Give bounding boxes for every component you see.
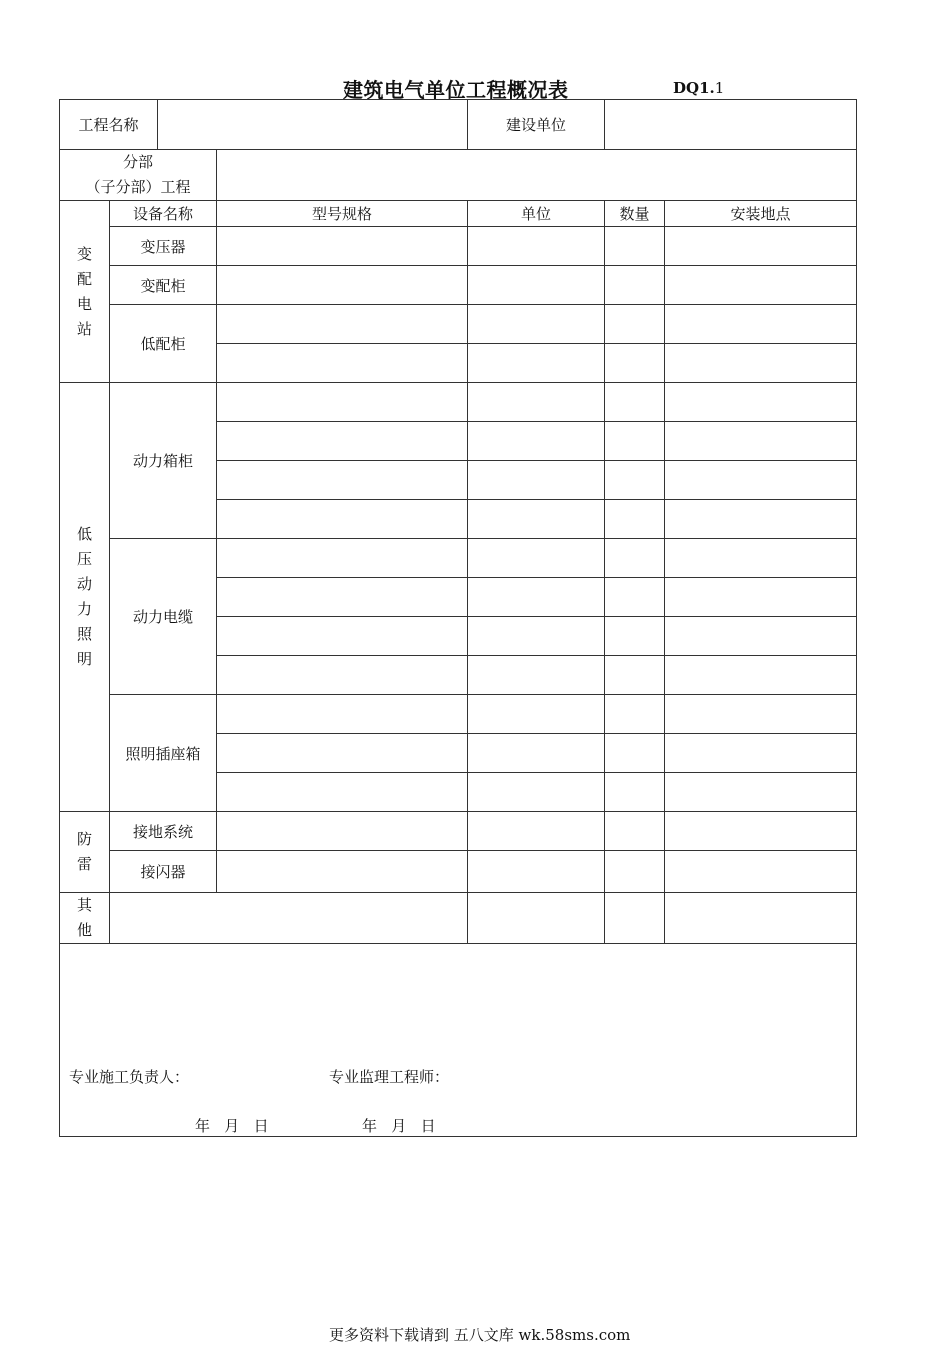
cell-model[interactable] (217, 383, 468, 422)
cell-quantity[interactable] (605, 305, 665, 344)
cell-model[interactable] (217, 812, 468, 851)
table-row (60, 695, 857, 734)
subdivision-label-line2: （子分部）工程 (85, 178, 191, 196)
other-unit[interactable] (468, 893, 605, 944)
table-row (60, 539, 857, 578)
document-title (0, 74, 950, 100)
low-voltage-label-char: 力 (76, 600, 92, 618)
form-code-rest: 1 (714, 79, 725, 97)
cell-location[interactable] (665, 539, 857, 578)
low-voltage-label-char: 照 (76, 625, 92, 643)
cell-quantity[interactable] (605, 266, 665, 305)
other-quantity[interactable] (605, 893, 665, 944)
cell-model[interactable] (217, 227, 468, 266)
cell-model[interactable] (217, 617, 468, 656)
builder-label: 建设单位 (468, 100, 605, 150)
cell-unit[interactable] (468, 305, 605, 344)
substation-label (60, 201, 110, 383)
other-label (60, 893, 110, 944)
cell-location[interactable] (665, 578, 857, 617)
substation-label-char: 电 (76, 294, 92, 313)
cell-unit[interactable] (468, 773, 605, 812)
subdivision-value[interactable] (217, 150, 857, 201)
cell-quantity[interactable] (605, 500, 665, 539)
cell-model[interactable] (217, 539, 468, 578)
col-device-name: 设备名称 (110, 201, 217, 227)
cell-location[interactable] (665, 812, 857, 851)
low-voltage-label-char: 明 (76, 650, 92, 668)
supervisor-date: 年 月 日 (362, 1117, 436, 1135)
low-voltage-label-char: 低 (76, 525, 92, 543)
cell-unit[interactable] (468, 461, 605, 500)
footer (0, 1324, 950, 1345)
signature-block (60, 944, 857, 1137)
cell-quantity[interactable] (605, 851, 665, 893)
cell-quantity[interactable] (605, 656, 665, 695)
cell-unit[interactable] (468, 812, 605, 851)
item-lighting-socket-box: 照明插座箱 (110, 695, 217, 812)
other-label-char: 他 (76, 921, 92, 939)
cell-location[interactable] (665, 227, 857, 266)
table-row (60, 383, 857, 422)
cell-model[interactable] (217, 344, 468, 383)
cell-location[interactable] (665, 344, 857, 383)
footer-text: 更多资料下载请到 五八文库 wk.58sms.com (329, 1326, 631, 1344)
cell-unit[interactable] (468, 851, 605, 893)
table-row (60, 227, 857, 266)
item-distribution-cabinet: 变配柜 (110, 266, 217, 305)
table-row (60, 851, 857, 893)
cell-quantity[interactable] (605, 383, 665, 422)
cell-location[interactable] (665, 461, 857, 500)
other-label-char: 其 (76, 896, 92, 914)
low-voltage-label-char: 压 (76, 550, 92, 568)
cell-model[interactable] (217, 305, 468, 344)
supervisor-signature-label: 专业监理工程师： (329, 1068, 450, 1086)
cell-unit[interactable] (468, 422, 605, 461)
item-power-cable: 动力电缆 (110, 539, 217, 695)
cell-location[interactable] (665, 773, 857, 812)
cell-model[interactable] (217, 461, 468, 500)
cell-model[interactable] (217, 851, 468, 893)
cell-unit[interactable] (468, 383, 605, 422)
overview-table (59, 99, 857, 1137)
other-model[interactable] (110, 893, 468, 944)
cell-location[interactable] (665, 266, 857, 305)
col-quantity: 数量 (605, 201, 665, 227)
cell-model[interactable] (217, 266, 468, 305)
item-transformer: 变压器 (110, 227, 217, 266)
project-name-value[interactable] (158, 100, 468, 150)
lightning-label-char: 雷 (76, 855, 92, 873)
cell-quantity[interactable] (605, 617, 665, 656)
cell-quantity[interactable] (605, 773, 665, 812)
cell-model[interactable] (217, 695, 468, 734)
lightning-label (60, 812, 110, 893)
signature-row (60, 944, 857, 1137)
cell-unit[interactable] (468, 227, 605, 266)
cell-unit[interactable] (468, 695, 605, 734)
form-code (673, 79, 724, 97)
other-location[interactable] (665, 893, 857, 944)
cell-quantity[interactable] (605, 422, 665, 461)
column-header-row (60, 201, 857, 227)
cell-unit[interactable] (468, 617, 605, 656)
substation-label-char: 配 (76, 269, 92, 288)
cell-location[interactable] (665, 500, 857, 539)
col-location: 安装地点 (665, 201, 857, 227)
item-air-terminal: 接闪器 (110, 851, 217, 893)
cell-location[interactable] (665, 305, 857, 344)
cell-unit[interactable] (468, 656, 605, 695)
contractor-date: 年 月 日 (195, 1117, 269, 1135)
contractor-signature-label: 专业施工负责人： (69, 1068, 190, 1086)
cell-model[interactable] (217, 578, 468, 617)
subdivision-row (60, 150, 857, 201)
cell-quantity[interactable] (605, 344, 665, 383)
cell-unit[interactable] (468, 500, 605, 539)
cell-location[interactable] (665, 734, 857, 773)
cell-location[interactable] (665, 383, 857, 422)
item-low-voltage-cabinet: 低配柜 (110, 305, 217, 383)
table-row (60, 305, 857, 344)
cell-location[interactable] (665, 422, 857, 461)
other-row (60, 893, 857, 944)
low-voltage-label (60, 383, 110, 812)
cell-quantity[interactable] (605, 539, 665, 578)
item-power-box: 动力箱柜 (110, 383, 217, 539)
substation-label-char: 变 (76, 244, 92, 263)
col-model-spec: 型号规格 (217, 201, 468, 227)
cell-quantity[interactable] (605, 734, 665, 773)
cell-quantity[interactable] (605, 461, 665, 500)
subdivision-label-line1: 分部 (123, 153, 154, 171)
lightning-label-char: 防 (76, 830, 92, 848)
builder-value[interactable] (605, 100, 857, 150)
table-row (60, 812, 857, 851)
cell-unit[interactable] (468, 734, 605, 773)
cell-unit[interactable] (468, 539, 605, 578)
cell-unit[interactable] (468, 266, 605, 305)
item-grounding-system: 接地系统 (110, 812, 217, 851)
subdivision-label (60, 150, 217, 201)
cell-unit[interactable] (468, 578, 605, 617)
cell-model[interactable] (217, 656, 468, 695)
form-code-bold: DQ1. (673, 79, 715, 97)
cell-quantity[interactable] (605, 695, 665, 734)
cell-model[interactable] (217, 773, 468, 812)
cell-quantity[interactable] (605, 227, 665, 266)
cell-location[interactable] (665, 656, 857, 695)
low-voltage-label-char: 动 (76, 575, 92, 593)
cell-quantity[interactable] (605, 578, 665, 617)
col-unit: 单位 (468, 201, 605, 227)
project-name-label: 工程名称 (60, 100, 158, 150)
cell-quantity[interactable] (605, 812, 665, 851)
cell-model[interactable] (217, 734, 468, 773)
project-row (60, 100, 857, 150)
substation-label-char: 站 (76, 319, 92, 338)
cell-location[interactable] (665, 617, 857, 656)
cell-model[interactable] (217, 500, 468, 539)
table-row (60, 266, 857, 305)
cell-location[interactable] (665, 695, 857, 734)
title-main: 建筑电气单位工程概况表 (343, 78, 569, 102)
cell-unit[interactable] (468, 344, 605, 383)
cell-location[interactable] (665, 851, 857, 893)
cell-model[interactable] (217, 422, 468, 461)
